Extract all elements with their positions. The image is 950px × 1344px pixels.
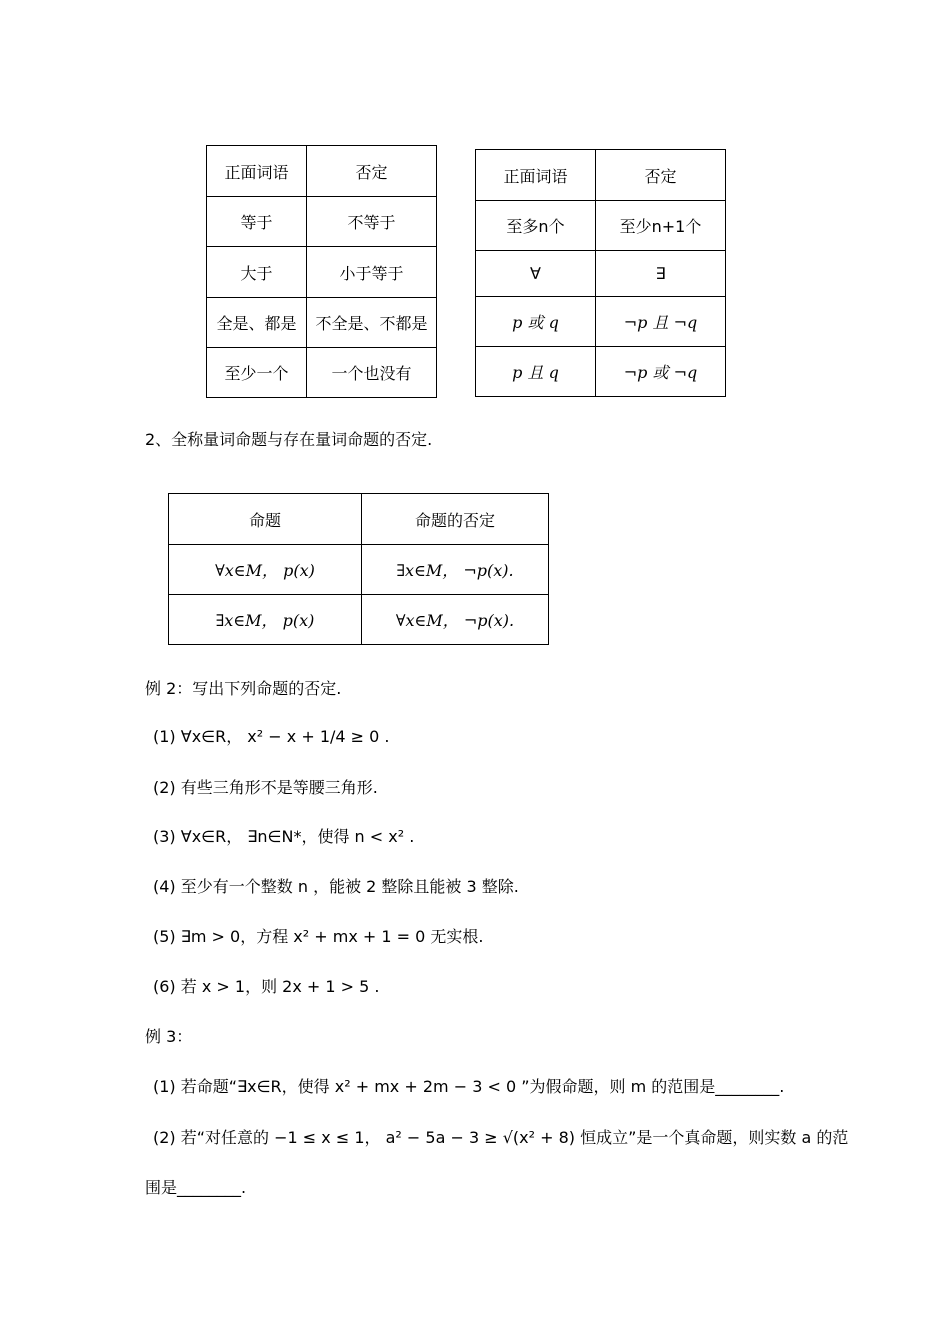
table1-cell: 至少一个 <box>207 348 307 398</box>
example-2-item-4: (4) 至少有一个整数 n ，能被 2 整除且能被 3 整除. <box>153 877 519 896</box>
example-3-title: 例 3： <box>145 1027 193 1046</box>
table2-cell: ∃ <box>596 251 726 297</box>
table2-cell: ∀ <box>476 251 596 297</box>
table1-cell: 大于 <box>207 247 307 298</box>
table2-cell: 至多n个 <box>476 201 596 251</box>
table1-cell: 不等于 <box>307 197 437 247</box>
table2-cell: ¬p 且 ¬q <box>596 297 726 347</box>
table3-header-1: 命题的否定 <box>362 494 549 545</box>
example-2-item-6: (6) 若 x > 1，则 2x + 1 > 5 . <box>153 977 380 996</box>
table1-cell: 全是、都是 <box>207 298 307 348</box>
table1-cell: 一个也没有 <box>307 348 437 398</box>
table1-cell: 等于 <box>207 197 307 247</box>
example-2-title: 例 2：写出下列命题的否定. <box>145 679 342 698</box>
table1-cell: 小于等于 <box>307 247 437 298</box>
table2-cell: p 且 q <box>476 347 596 397</box>
table3-cell: ∀x∈M， ¬p(x). <box>362 595 549 645</box>
table2-header-0: 正面词语 <box>476 150 596 201</box>
table2-cell: 至少n+1个 <box>596 201 726 251</box>
table1-header-1: 否定 <box>307 146 437 197</box>
table1-header-0: 正面词语 <box>207 146 307 197</box>
example-3-question-1: (1) 若命题“∃x∈R，使得 x² + mx + 2m − 3 < 0 ”为假命题，则 m 的范围是________. <box>153 1077 785 1096</box>
section-2-title: 2、全称量词命题与存在量词命题的否定. <box>145 430 433 449</box>
table3-header-0: 命题 <box>169 494 362 545</box>
example-3-question-2-line-2: 围是________. <box>145 1178 247 1197</box>
example-2-item-1: (1) ∀x∈R， x² − x + 1/4 ≥ 0 . <box>153 727 390 746</box>
example-2-item-3: (3) ∀x∈R， ∃n∈N*，使得 n < x² . <box>153 827 415 846</box>
table3-cell: ∃x∈M， ¬p(x). <box>362 545 549 595</box>
table1-cell: 不全是、不都是 <box>307 298 437 348</box>
table-positive-words-1 <box>206 145 437 398</box>
table-positive-words-2 <box>475 149 726 397</box>
table2-cell: p 或 q <box>476 297 596 347</box>
table2-header-1: 否定 <box>596 150 726 201</box>
table-quantifier-negation <box>168 493 549 645</box>
table2-cell: ¬p 或 ¬q <box>596 347 726 397</box>
example-3-question-2-line-1: (2) 若“对任意的 −1 ≤ x ≤ 1， a² − 5a − 3 ≥ √(x² + 8) 恒成立”是一个真命题，则实数 a 的范 <box>153 1128 849 1147</box>
example-2-item-2: (2) 有些三角形不是等腰三角形. <box>153 778 378 797</box>
table3-cell: ∀x∈M， p(x) <box>169 545 362 595</box>
example-2-item-5: (5) ∃m > 0，方程 x² + mx + 1 = 0 无实根. <box>153 927 484 946</box>
table3-cell: ∃x∈M， p(x) <box>169 595 362 645</box>
